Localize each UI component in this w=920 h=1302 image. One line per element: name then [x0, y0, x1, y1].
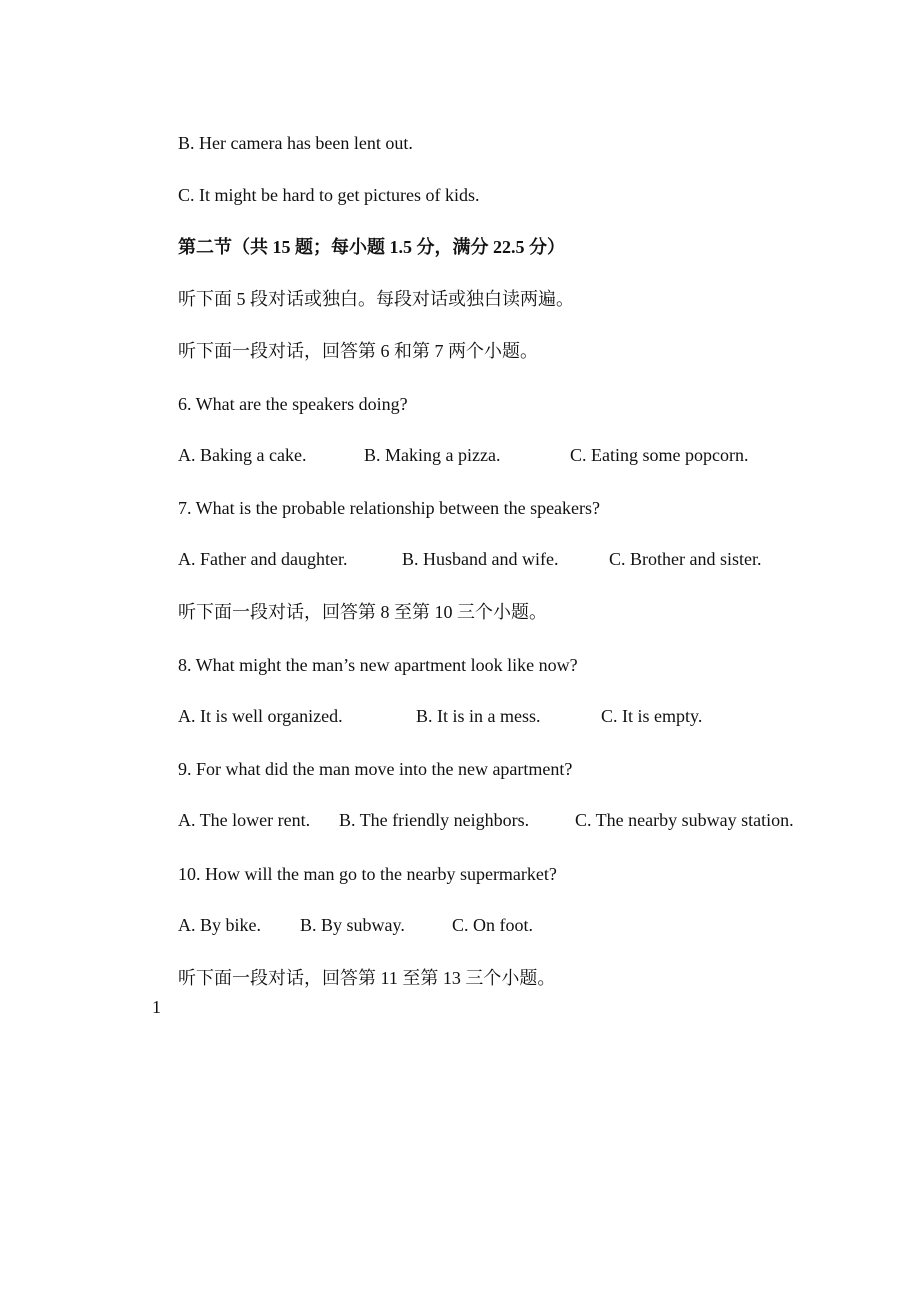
option-8a: A. It is well organized. — [178, 706, 343, 726]
dialog-intro-8: 听下面一段对话，回答第 8 至第 10 三个小题。 — [178, 602, 547, 622]
question-stem-9: 9. For what did the man move into the new apartment? — [178, 759, 573, 779]
option-10c: C. On foot. — [452, 915, 533, 935]
option-9c: C. The nearby subway station. — [575, 810, 794, 830]
page-number: 1 — [152, 997, 161, 1017]
option-5c: C. It might be hard to get pictures of kids. — [178, 185, 480, 205]
option-6a: A. Baking a cake. — [178, 445, 307, 465]
question-stem-10: 10. How will the man go to the nearby supermarket? — [178, 864, 557, 884]
option-9b: B. The friendly neighbors. — [339, 810, 530, 830]
dialog-intro-11: 听下面一段对话，回答第 11 至第 13 三个小题。 — [178, 968, 556, 988]
dialog-intro-6: 听下面一段对话，回答第 6 和第 7 两个小题。 — [178, 341, 538, 361]
option-6c: C. Eating some popcorn. — [570, 445, 749, 465]
section-instructions: 听下面 5 段对话或独白。每段对话或独白读两遍。 — [178, 289, 574, 309]
option-7c: C. Brother and sister. — [609, 549, 762, 569]
option-7a: A. Father and daughter. — [178, 549, 348, 569]
option-10a: A. By bike. — [178, 915, 261, 935]
option-8b: B. It is in a mess. — [416, 706, 541, 726]
option-7b: B. Husband and wife. — [402, 549, 559, 569]
question-stem-8: 8. What might the man’s new apartment look like now? — [178, 655, 578, 675]
option-10b: B. By subway. — [300, 915, 405, 935]
option-9a: A. The lower rent. — [178, 810, 311, 830]
option-8c: C. It is empty. — [601, 706, 703, 726]
question-stem-7: 7. What is the probable relationship between the speakers? — [178, 498, 601, 518]
section-heading: 第二节（共 15 题；每小题 1.5 分，满分 22.5 分） — [178, 237, 565, 257]
question-stem-6: 6. What are the speakers doing? — [178, 394, 408, 414]
option-5b: B. Her camera has been lent out. — [178, 133, 413, 153]
option-6b: B. Making a pizza. — [364, 445, 501, 465]
